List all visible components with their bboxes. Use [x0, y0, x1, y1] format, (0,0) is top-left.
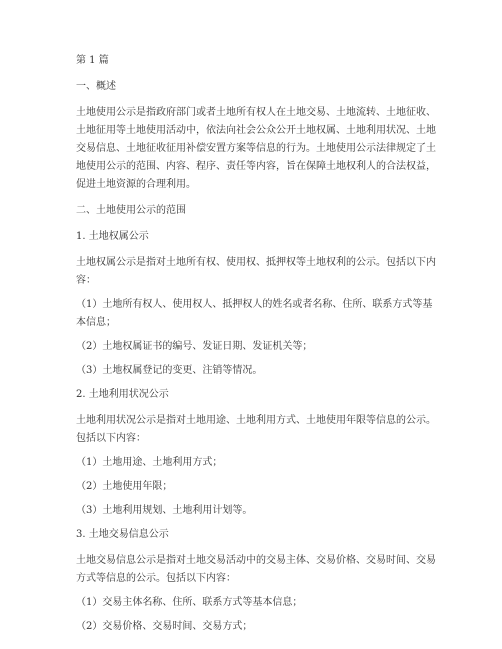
document-page	[76, 52, 434, 636]
list-item: （2）土地权属证书的编号、发证日期、发证机关等；	[76, 341, 313, 352]
paragraph-line: 土地权属公示是指对土地所有权、使用权、抵押权等土地权利的公示。包括以下内	[76, 257, 436, 268]
list-item-line: 本信息；	[76, 317, 116, 328]
item-intro	[76, 552, 434, 588]
item-intro	[76, 254, 434, 290]
paragraph-line: 方式等信息的公示。包括以下内容：	[76, 573, 236, 584]
list-item: （2）土地使用年限；	[76, 481, 173, 492]
section-heading-scope: 二、土地使用公示的范围	[76, 205, 186, 216]
list-item: （3）土地权属登记的变更、注销等情况。	[76, 365, 263, 376]
list-item: （1）土地用途、土地利用方式；	[76, 457, 223, 468]
section-heading-overview: 一、概述	[76, 81, 116, 92]
item-intro	[76, 412, 434, 448]
paragraph-line: 土地征用等土地使用活动中，依法向社会公众公开土地权属、土地利用状况、土地	[76, 125, 436, 136]
list-item-line: （1）土地所有权人、使用权人、抵押权人的姓名或者名称、住所、联系方式等基	[76, 299, 433, 310]
item-title: 3. 土地交易信息公示	[76, 529, 169, 540]
list-item: （3）土地利用规划、土地利用计划等。	[76, 505, 253, 516]
chapter-title: 第 1 篇	[76, 55, 109, 66]
item-title: 2. 土地利用状况公示	[76, 389, 169, 400]
list-item: （1）交易主体名称、住所、联系方式等基本信息；	[76, 597, 303, 608]
overview-paragraph	[76, 104, 434, 194]
paragraph-line: 土地利用状况公示是指对土地用途、土地利用方式、土地使用年限等信息的公示。	[76, 415, 436, 426]
paragraph-line: 包括以下内容：	[76, 433, 146, 444]
list-item: （2）交易价格、交易时间、交易方式；	[76, 621, 253, 632]
paragraph-line: 土地使用公示是指政府部门或者土地所有权人在土地交易、土地流转、土地征收、	[76, 107, 436, 118]
paragraph-line: 地使用公示的范围、内容、程序、责任等内容，旨在保障土地权利人的合法权益，	[76, 161, 436, 172]
paragraph-line: 交易信息、土地征收征用补偿安置方案等信息的行为。土地使用公示法律规定了土	[76, 143, 436, 154]
paragraph-line: 促进土地资源的合理利用。	[76, 179, 196, 190]
paragraph-line: 容：	[76, 275, 96, 286]
list-item	[76, 296, 434, 332]
paragraph-line: 土地交易信息公示是指对土地交易活动中的交易主体、交易价格、交易时间、交易	[76, 555, 436, 566]
item-title: 1. 土地权属公示	[76, 231, 149, 242]
